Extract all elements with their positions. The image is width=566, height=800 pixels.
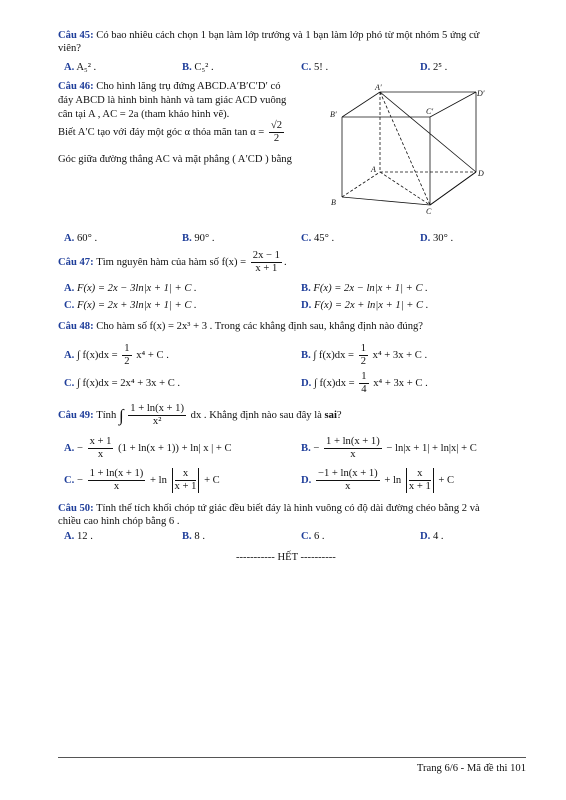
- q49-integrand: $\frac{1 + \ln(x + 1)}{\text{x²}}$: [130, 403, 184, 428]
- option-value: A₅² .: [76, 62, 97, 73]
- option-fraction: $\frac{1}{4}$: [361, 371, 367, 396]
- q46-option-c[interactable]: C. 45° .: [301, 233, 335, 244]
- q49-option-d[interactable]: D. $\frac{-1 + \ln(x + 1)}{x}$ + ln $\frac{x}{x + 1}$ + C: [301, 468, 455, 493]
- q46-option-d[interactable]: D. 30° .: [420, 233, 454, 244]
- option-value: 8 .: [194, 531, 205, 542]
- vertex-label: B′: [330, 110, 337, 119]
- q48-option-b[interactable]: B. ∫ f(x)dx = $\frac{1}{2}$ x⁴ + 3x + C .: [301, 343, 428, 368]
- edge-hidden: [380, 92, 430, 205]
- q47-option-a[interactable]: A. F(x) = 2x − 3ln|x + 1| + C .: [64, 283, 197, 294]
- option-value: 30° .: [432, 233, 454, 244]
- q48-stem: Câu 48: Cho hàm số f(x) = 2x³ + 3 . Trong các khẳng định sau, khẳng định nào đúng?: [58, 321, 423, 332]
- option-fraction: $\frac{1 + \ln(x + 1)}{x}$: [326, 436, 380, 461]
- q46-line-2: đáy ABCD là hình bình hành và tam giác ACD vuông: [58, 95, 287, 106]
- q46-line-5: Góc giữa đường thẳng AC và mặt phẳng ( A′CD ) bằng: [58, 154, 292, 165]
- option-value: 5! .: [313, 62, 329, 73]
- edge: [380, 92, 476, 172]
- vertex-label: B: [331, 198, 336, 207]
- abs-value-fraction: $\frac{x}{x + 1}$: [406, 468, 434, 493]
- tan-fraction: $\frac{√2}{2}$: [270, 120, 283, 145]
- q47-option-d[interactable]: D. F(x) = 2x + ln|x + 1| + C .: [301, 300, 429, 311]
- edge: [430, 172, 476, 205]
- q49-label: Câu 49:: [58, 410, 94, 422]
- q47-option-b[interactable]: B. F(x) = 2x − ln|x + 1| + C .: [301, 283, 428, 294]
- q47-label: Câu 47:: [58, 257, 94, 269]
- q50-option-c[interactable]: C. 6 .: [301, 531, 325, 542]
- q50-option-d[interactable]: D. 4 .: [420, 531, 444, 542]
- vertex-label: D: [478, 169, 484, 178]
- option-value: 12 .: [76, 531, 93, 542]
- vertex-label: C′: [426, 107, 434, 116]
- q46-line-1: Câu 46: Cho hình lăng trụ đứng ABCD.A′B′C′D′ có: [58, 81, 281, 92]
- option-fraction: $\frac{x + 1}{x}$: [89, 436, 112, 461]
- option-fraction: $\frac{-1 + \ln(x + 1)}{x}$: [317, 468, 378, 493]
- q48-label: Câu 48:: [58, 321, 94, 332]
- q49-option-b[interactable]: B. − $\frac{1 + \ln(x + 1)}{x}$ − ln|x + 1| + ln|x| + C: [301, 436, 477, 461]
- option-value: 90° .: [194, 233, 215, 244]
- vertex-label: A′: [375, 84, 382, 92]
- q50-option-b[interactable]: B. 8 .: [182, 531, 205, 542]
- q45-option-d[interactable]: D. 2⁵ .: [420, 62, 448, 73]
- q45-stem-2: viên?: [58, 43, 81, 54]
- edge: [430, 92, 476, 117]
- edge-hidden: [342, 172, 380, 197]
- q46-label: Câu 46:: [58, 81, 94, 92]
- q50-option-a[interactable]: A. 12 .: [64, 531, 93, 542]
- vertex-label: D′: [477, 89, 485, 98]
- q45-option-a[interactable]: A. A₅² .: [64, 62, 97, 73]
- prism-figure: [326, 84, 486, 216]
- option-value: C₅² .: [194, 62, 214, 73]
- page-footer: Trang 6/6 - Mã đề thi 101: [416, 763, 526, 774]
- option-value: 2⁵ .: [432, 62, 448, 73]
- abs-value-fraction: $\frac{x}{x + 1}$: [172, 468, 200, 493]
- q50-stem: Câu 50: Tính thể tích khối chóp tứ giác đều biết đáy là hình vuông có độ dài đường chéo bằng 2 và: [58, 503, 480, 514]
- option-value: 45° .: [313, 233, 335, 244]
- q48-option-d[interactable]: D. ∫ f(x)dx = $\frac{1}{4}$ x⁴ + 3x + C .: [301, 371, 428, 396]
- option-value: F(x) = 2x − 3ln|x + 1| + C .: [76, 283, 197, 294]
- q47-option-c[interactable]: C. F(x) = 2x + 3ln|x + 1| + C .: [64, 300, 197, 311]
- option-fraction: $\frac{1}{2}$: [360, 343, 366, 368]
- option-value: 6 .: [313, 531, 325, 542]
- option-value: 60° .: [76, 233, 98, 244]
- option-value: F(x) = 2x + ln|x + 1| + C .: [313, 300, 429, 311]
- footer-divider: [58, 757, 526, 758]
- q45-option-b[interactable]: B. C₅² .: [182, 62, 214, 73]
- q48-option-c[interactable]: C. ∫ f(x)dx = 2x⁴ + 3x + C .: [64, 378, 181, 389]
- q46-option-a[interactable]: A. 60° .: [64, 233, 98, 244]
- q45-stem: [58, 29, 479, 42]
- q49-option-c[interactable]: C. − $\frac{1 + \ln(x + 1)}{x}$ + ln $\frac{x}{x + 1}$ + C: [64, 468, 220, 493]
- q49-stem: Câu 49: Tính ∫ $\frac{1 + \ln(x + 1)}{\text{x²}}$ dx . Khẳng định nào sau đây là sai?: [58, 403, 342, 428]
- integral-sign: ∫: [118, 406, 124, 426]
- q46-line-4: Biết A′C tạo với đáy một góc α thỏa mãn tan α = $\frac{√2}{2}$: [58, 120, 283, 145]
- option-fraction: $\frac{1 + \ln(x + 1)}{x}$: [89, 468, 144, 493]
- q45-label: Câu 45:: [58, 30, 94, 41]
- q50-stem-2: chiều cao hình chóp bằng 6 .: [58, 516, 180, 527]
- q45-option-c[interactable]: C. 5! .: [301, 62, 329, 73]
- q49-option-a[interactable]: A. − $\frac{x + 1}{x}$ (1 + ln(x + 1)) + ln| x | + C: [64, 436, 232, 461]
- q46-line-3: cân tại A , AC = 2a (tham khảo hình vẽ).: [58, 109, 230, 120]
- end-marker: ----------- HẾT ----------: [236, 552, 336, 563]
- edge: [342, 197, 430, 205]
- q50-label: Câu 50:: [58, 503, 94, 514]
- option-fraction: $\frac{1}{2}$: [124, 343, 130, 368]
- q48-option-a[interactable]: A. ∫ f(x)dx = $\frac{1}{2}$ x⁴ + C .: [64, 343, 169, 368]
- option-value: F(x) = 2x − ln|x + 1| + C .: [313, 283, 428, 294]
- q46-option-b[interactable]: B. 90° .: [182, 233, 215, 244]
- option-value: 4 .: [432, 531, 444, 542]
- vertex-label: A: [371, 165, 376, 174]
- q45-text-1: Có bao nhiêu cách chọn 1 bạn làm lớp trưởng và 1 bạn làm lớp phó từ một nhóm 5 ứng cử: [96, 30, 480, 41]
- vertex-label: C: [426, 207, 432, 216]
- edge: [342, 92, 380, 117]
- option-value: F(x) = 2x + 3ln|x + 1| + C .: [76, 300, 197, 311]
- q47-fraction: $\frac{2x - 1}{x + 1}$: [252, 250, 280, 275]
- q47-stem: Câu 47: Tìm nguyên hàm của hàm số f(x) = $\frac{2x - 1}{x + 1}$ .: [58, 250, 287, 275]
